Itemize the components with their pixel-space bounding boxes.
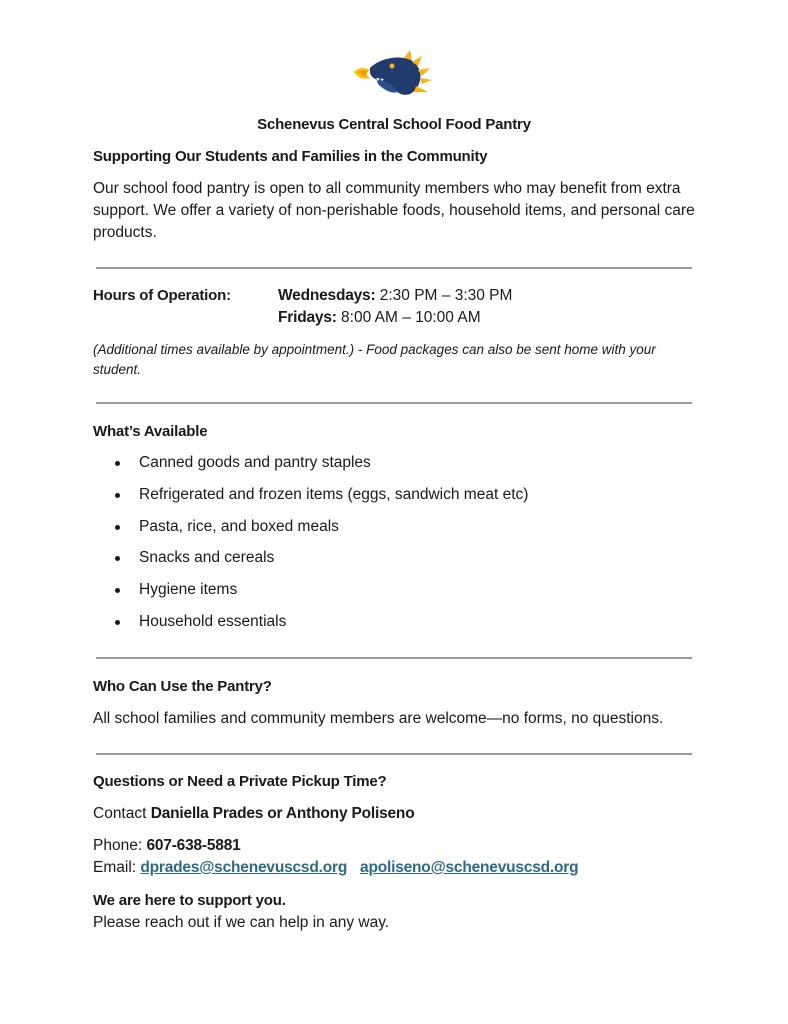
list-item: Snacks and cereals	[115, 547, 528, 579]
email-line	[93, 857, 578, 879]
intro-body: Our school food pantry is open to all community members who may benefit from extra support. We offer a variety of non-perishable foods, household items, and personal care products.	[93, 180, 695, 241]
list-item: Refrigerated and frozen items (eggs, sandwich meat etc)	[115, 484, 528, 516]
hours-note: (Additional times available by appointment.) - Food packages can also be sent home with your student.	[93, 342, 656, 377]
closing-body: Please reach out if we can help in any way.	[93, 914, 390, 931]
divider	[96, 402, 692, 404]
list-item: Pasta, rice, and boxed meals	[115, 516, 528, 548]
email-link-dprades[interactable]: dprades@schenevuscsd.org	[140, 859, 348, 876]
page-title: Schenevus Central School Food Pantry	[257, 116, 531, 133]
available-heading: What’s Available	[93, 423, 208, 440]
contact-names: Daniella Prades or Anthony Poliseno	[150, 805, 415, 822]
bullet-icon	[115, 588, 120, 593]
list-item: Hygiene items	[115, 579, 528, 611]
contact-line	[93, 803, 414, 825]
contact-label: Contact	[93, 805, 151, 822]
hours-day: Wednesdays:	[278, 287, 376, 304]
list-item: Canned goods and pantry staples	[115, 452, 528, 484]
divider	[96, 267, 692, 269]
hours-time: 8:00 AM – 10:00 AM	[341, 309, 481, 326]
hours-time: 2:30 PM – 3:30 PM	[379, 287, 513, 304]
email-label: Email:	[93, 859, 141, 876]
phone-number: 607-638-5881	[146, 837, 241, 854]
list-item: Household essentials	[115, 611, 528, 643]
hours-row-friday	[278, 309, 481, 327]
divider	[96, 657, 692, 659]
bullet-icon	[115, 525, 120, 530]
bullet-icon	[115, 620, 120, 625]
intro-heading: Supporting Our Students and Families in the Community	[93, 148, 488, 165]
available-list	[115, 452, 528, 643]
contact-heading: Questions or Need a Private Pickup Time?	[93, 773, 387, 790]
hours-label: Hours of Operation:	[93, 287, 231, 304]
bullet-icon	[115, 556, 120, 561]
who-body: All school families and community members are welcome—no forms, no questions.	[93, 710, 664, 727]
hours-day: Fridays:	[278, 309, 337, 326]
divider	[96, 753, 692, 755]
phone-label: Phone:	[93, 837, 147, 854]
email-link-apoliseno[interactable]: apoliseno@schenevuscsd.org	[360, 859, 579, 876]
dragon-mascot-icon	[352, 50, 434, 100]
hours-row-wednesday	[278, 287, 512, 305]
who-heading: Who Can Use the Pantry?	[93, 678, 272, 695]
closing-heading: We are here to support you.	[93, 892, 286, 909]
bullet-icon	[115, 493, 120, 498]
phone-line	[93, 835, 241, 857]
bullet-icon	[115, 461, 120, 466]
